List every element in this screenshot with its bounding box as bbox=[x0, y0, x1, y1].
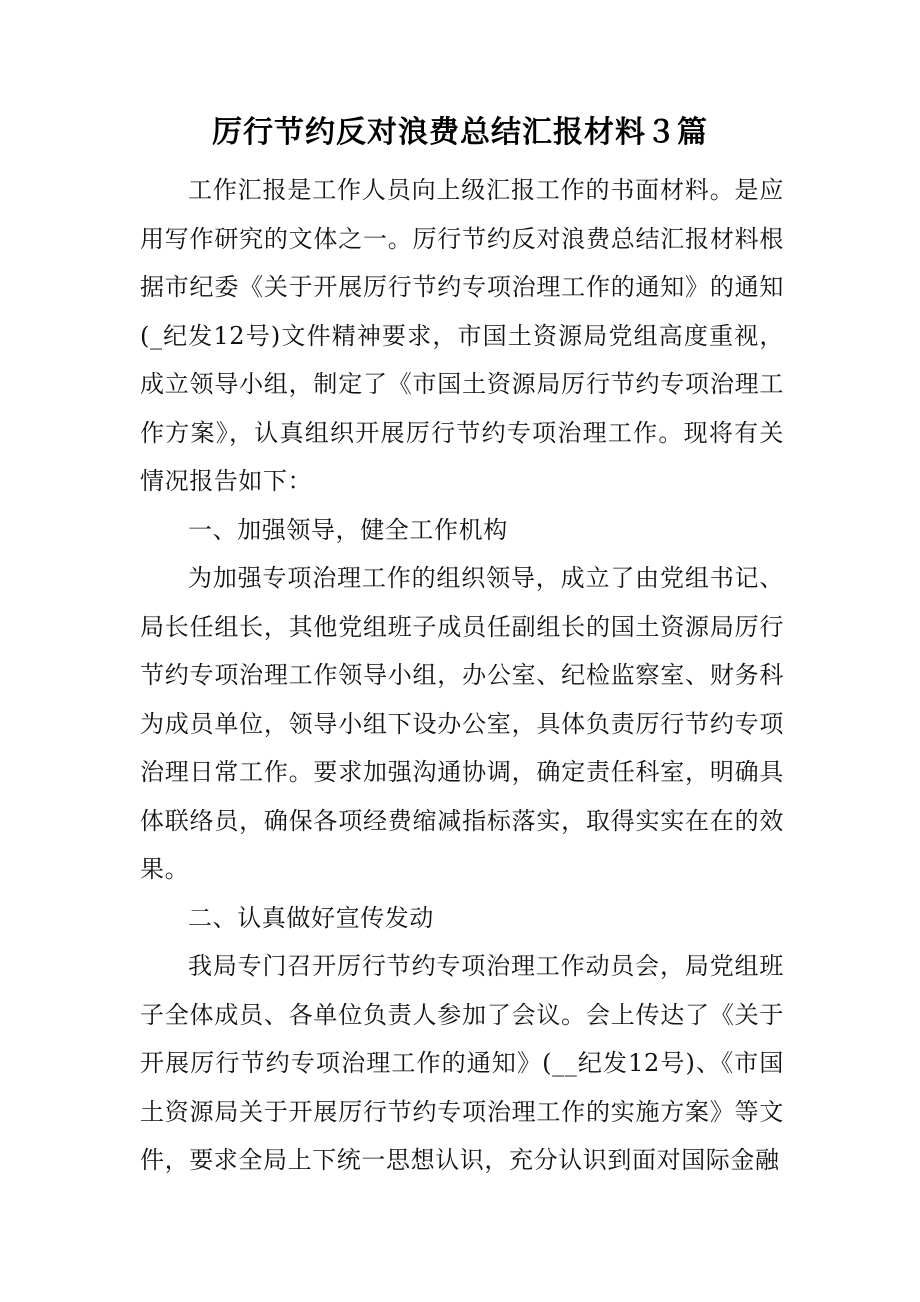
paragraph-section-1: 为加强专项治理工作的组织领导，成立了由党组书记、局长任组长，其他党组班子成员任副组长的国土资源局厉行节约专项治理工作领导小组，办公室、纪检监察室、财务科为成员单位，领导小组下设办公室，具体负责厉行节约专项治理日常工作。要求加强沟通协调，确定责任科室，明确具体联络员，确保各项经费缩减指标落实，取得实实在在的效果。 bbox=[140, 564, 784, 883]
paragraph-intro: 工作汇报是工作人员向上级汇报工作的书面材料。是应用写作研究的文体之一。厉行节约反对浪费总结汇报材料根据市纪委《关于开展厉行节约专项治理工作的通知》的通知(_纪发12号)文件精神要求，市国土资源局党组高度重视，成立领导小组，制定了《市国土资源局厉行节约专项治理工作方案》，认真组织开展厉行节约专项治理工作。现将有关情况报告如下： bbox=[140, 176, 784, 495]
document-body bbox=[140, 166, 784, 1185]
document-title: 厉行节约反对浪费总结汇报材料３篇 bbox=[212, 115, 708, 150]
section-heading-2: 二、认真做好宣传发动 bbox=[188, 903, 434, 932]
section-heading-1: 一、加强领导，健全工作机构 bbox=[188, 515, 508, 544]
paragraph-section-2: 我局专门召开厉行节约专项治理工作动员会，局党组班子全体成员、各单位负责人参加了会议。会上传达了《关于开展厉行节约专项治理工作的通知》(__纪发12号)、《市国土资源局关于开展厉行节约专项治理工作的实施方案》等文件，要求全局上下统一思想认识，充分认识到面对国际金融 bbox=[140, 952, 784, 1174]
